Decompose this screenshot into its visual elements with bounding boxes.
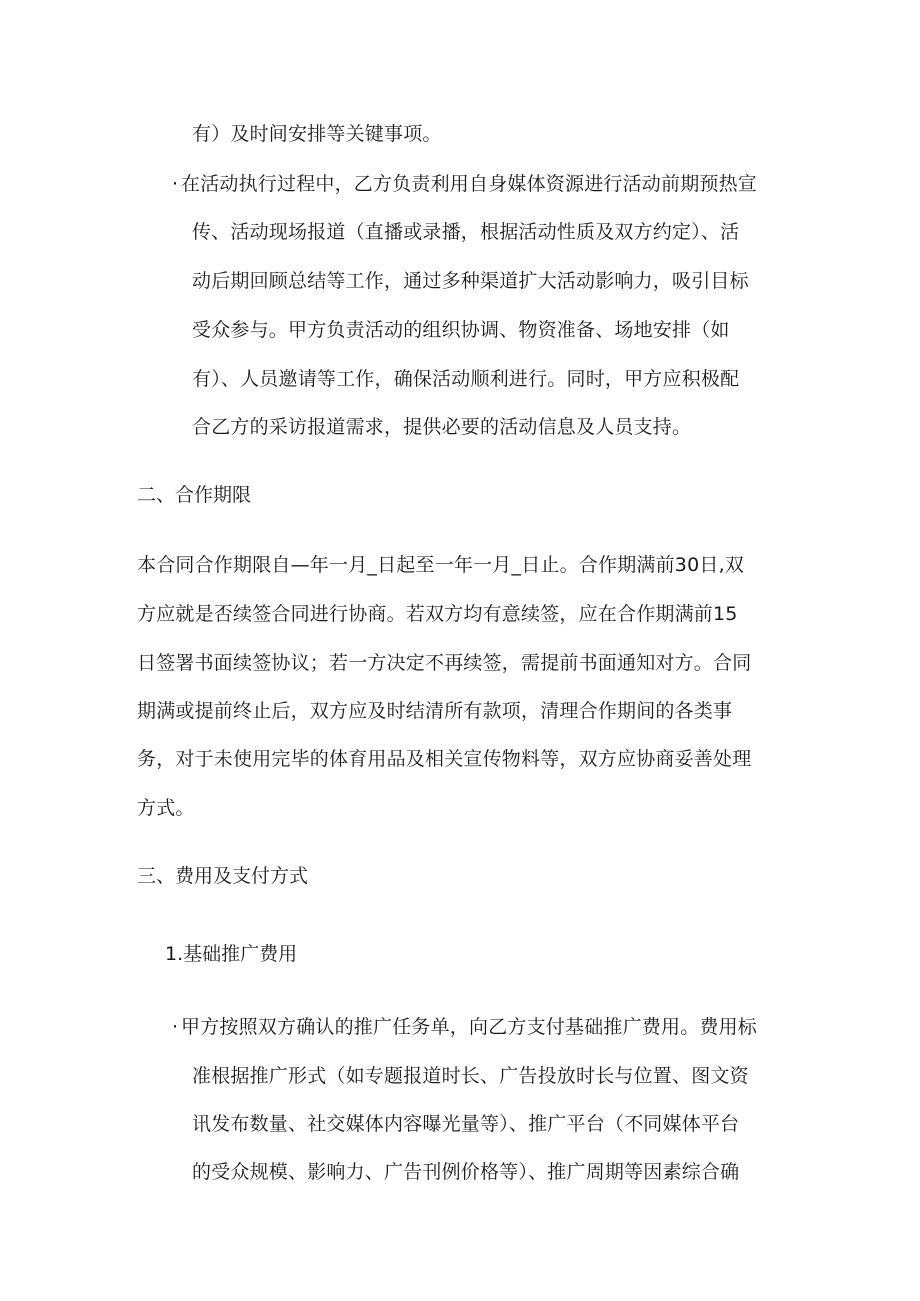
section-heading-fees: 三、费用及支付方式 bbox=[137, 865, 309, 887]
paragraph-line: 的受众规模、影响力、广告刊例价格等）、推广周期等因素综合确 bbox=[192, 1161, 740, 1183]
paragraph-line: 准根据推广形式（如专题报道时长、广告投放时长与位置、图文资 bbox=[192, 1065, 749, 1087]
paragraph-line: 合乙方的采访报道需求，提供必要的活动信息及人员支持。 bbox=[192, 416, 692, 438]
paragraph-line: 方应就是否续签合同进行协商。若双方均有意续签，应在合作期满前15 bbox=[137, 603, 738, 625]
paragraph-line: 务，对于未使用完毕的体育用品及相关宣传物料等，双方应协商妥善处理 bbox=[137, 748, 752, 770]
paragraph-line: 日签署书面续签协议；若一方决定不再续签，需提前书面通知对方。合同 bbox=[137, 652, 752, 674]
paragraph-line: 期满或提前终止后，双方应及时结清所有款项，清理合作期间的各类事 bbox=[137, 700, 733, 722]
paragraph-line: 方式。 bbox=[137, 797, 195, 819]
paragraph-line: 有）及时间安排等关键事项。 bbox=[192, 123, 442, 145]
subsection-heading-basic-fee: 1.基础推广费用 bbox=[165, 943, 298, 965]
paragraph-line: 甲方按照双方确认的推广任务单，向乙方支付基础推广费用。费用标 bbox=[181, 1016, 758, 1038]
paragraph-line: 讯发布数量、社交媒体内容曝光量等）、推广平台（不同媒体平台 bbox=[192, 1113, 740, 1135]
paragraph-line: 在活动执行过程中，乙方负责利用自身媒体资源进行活动前期预热宣 bbox=[181, 173, 758, 195]
paragraph-line: 受众参与。甲方负责活动的组织协调、物资准备、场地安排（如 bbox=[192, 319, 730, 341]
bullet-dot: · bbox=[172, 173, 179, 195]
paragraph-line: 传、活动现场报道（直播或录播，根据活动性质及双方约定）、活 bbox=[192, 221, 740, 243]
section-heading-term: 二、合作期限 bbox=[137, 484, 252, 506]
bullet-dot: · bbox=[172, 1016, 179, 1038]
paragraph-line: 本合同合作期限自—年一月_日起至一年一月_日止。合作期满前30日,双 bbox=[137, 554, 745, 576]
paragraph-line: 动后期回顾总结等工作，通过多种渠道扩大活动影响力，吸引目标 bbox=[192, 270, 749, 292]
paragraph-line: 有）、人员邀请等工作，确保活动顺利进行。同时，甲方应积极配 bbox=[192, 368, 740, 390]
